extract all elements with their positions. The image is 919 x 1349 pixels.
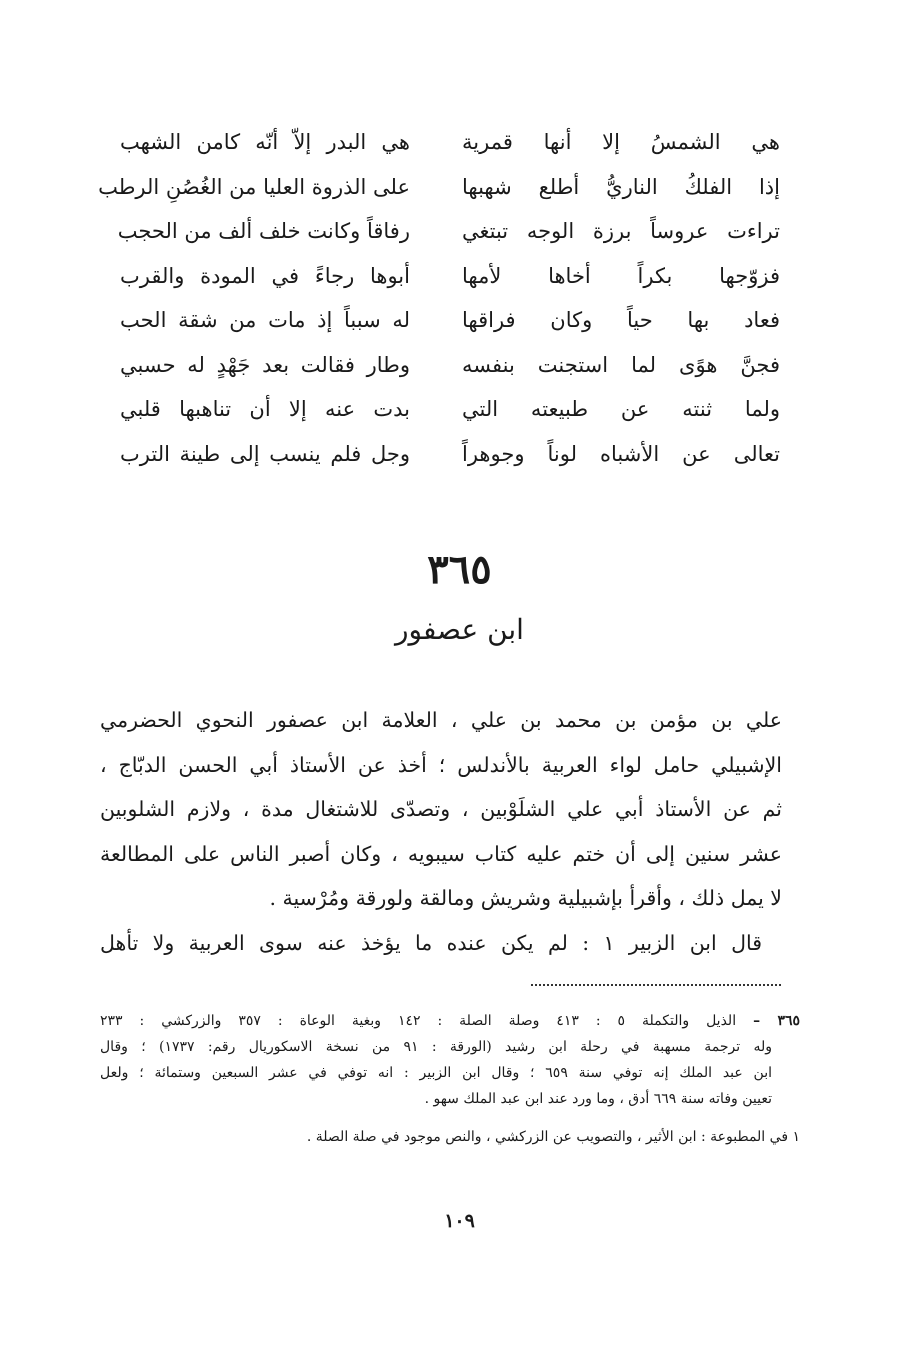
poem-block	[98, 124, 780, 480]
verse-second-hemistich: رفاقاً وكانت خلف ألف من الحجب	[117, 219, 410, 243]
footnote-entry-number: ٣٦٥ –	[753, 1013, 801, 1029]
verse-second-hemistich: بدت عنه إلا أن تناهبها قلبي	[120, 397, 410, 421]
biography-text	[100, 698, 782, 965]
biography-line: علي بن مؤمن بن محمد بن علي ، العلامة ابن عصفور النحوي الحضرمي	[100, 708, 782, 732]
poem-verse	[120, 258, 780, 303]
poem-verse	[98, 169, 780, 214]
verse-first-hemistich: فعاد بها حياً وكان فراقها	[462, 308, 780, 332]
footnote-note-1: ١ في المطبوعة : ابن الأثير ، والتصويب عن الزركشي ، والنص موجود في صلة الصلة .	[306, 1129, 800, 1145]
biography-line: عشر سنين إلى أن ختم عليه كتاب سيبويه ، وكان أصبر الناس على المطالعة	[100, 841, 782, 866]
verse-first-hemistich: تعالى عن الأشباه لوناً وجوهراً	[462, 441, 780, 466]
footnote-line: تعيين وفاته سنة ٦٦٩ أدق ، وما ورد عند ابن عبد الملك سهو .	[424, 1091, 772, 1107]
verse-second-hemistich: له سبباً إذ مات من شقة الحب	[120, 308, 410, 332]
verse-first-hemistich: فجنَّ هوًى لما استجنت بنفسه	[462, 352, 780, 377]
biography-paragraph-start: قال ابن الزبير ١ : لم يكن عنده ما يؤخذ عنه سوى العربية ولا تأهل	[100, 930, 763, 955]
verse-second-hemistich: هي البدر إلاّ أنّه كامن الشهب	[120, 130, 410, 154]
entry-title: ابن عصفور	[395, 613, 524, 646]
poem-verse	[120, 436, 780, 481]
verse-first-hemistich: تراءت عروساً برزة الوجه تبتغي	[462, 219, 780, 243]
poem-verse	[117, 213, 780, 258]
footnote-line	[100, 1008, 800, 1034]
biography-line: لا يمل ذلك ، وأقرأ بإشبيلية وشريش ومالقة ولورقة ومُرْسية .	[269, 886, 782, 910]
poem-verse	[120, 302, 780, 347]
verse-first-hemistich: فزوّجها بكراً أخاها لأمها	[462, 263, 780, 288]
verse-second-hemistich: وجل فلم ينسب إلى طينة الترب	[120, 441, 410, 466]
poem-verse	[120, 391, 780, 436]
poem-verse	[120, 347, 780, 392]
verse-second-hemistich: أبوها رجاءً في المودة والقرب	[120, 263, 410, 288]
footnote-line: ابن عبد الملك إنه توفي سنة ٦٥٩ ؛ وقال ابن الزبير : انه توفي في عشر السبعين وستمائة ؛ ولعل	[100, 1065, 772, 1081]
footnotes	[100, 1008, 800, 1150]
biography-line: ثم عن الأستاذ أبي علي الشلَوْبين ، وتصدّى للاشتغال مدة ، ولازم الشلوبين	[100, 797, 782, 821]
footnote-divider	[531, 984, 781, 986]
biography-line: الإشبيلي حامل لواء العربية بالأندلس ؛ أخذ عن الأستاذ أبي الحسن الدبّاج ،	[100, 752, 782, 777]
verse-first-hemistich: إذا الفلكُ الناريُّ أطلع شهبها	[462, 174, 780, 199]
verse-second-hemistich: على الذروة العليا من الغُصُنِ الرطب	[98, 174, 410, 199]
verse-first-hemistich: هي الشمسُ إلا أنها قمرية	[462, 130, 780, 154]
footnote-text: الذيل والتكملة ٥ : ٤١٣ وصلة الصلة : ١٤٢ وبغية الوعاة : ٣٥٧ والزركشي : ٢٣٣	[100, 1013, 737, 1029]
footnote-line: وله ترجمة مسهبة في رحلة ابن رشيد (الورقة : ٩١ من نسخة الاسكوريال رقم: ١٧٣٧) ؛ وقال	[100, 1039, 772, 1055]
verse-second-hemistich: وطار فقالت بعد جَهْدٍ له حسبي	[120, 352, 410, 377]
verse-first-hemistich: ولما ثنته عن طبيعته التي	[462, 397, 780, 421]
page-number: ١٠٩	[444, 1210, 475, 1232]
poem-verse	[120, 124, 780, 169]
entry-number: ٣٦٥	[427, 546, 492, 593]
